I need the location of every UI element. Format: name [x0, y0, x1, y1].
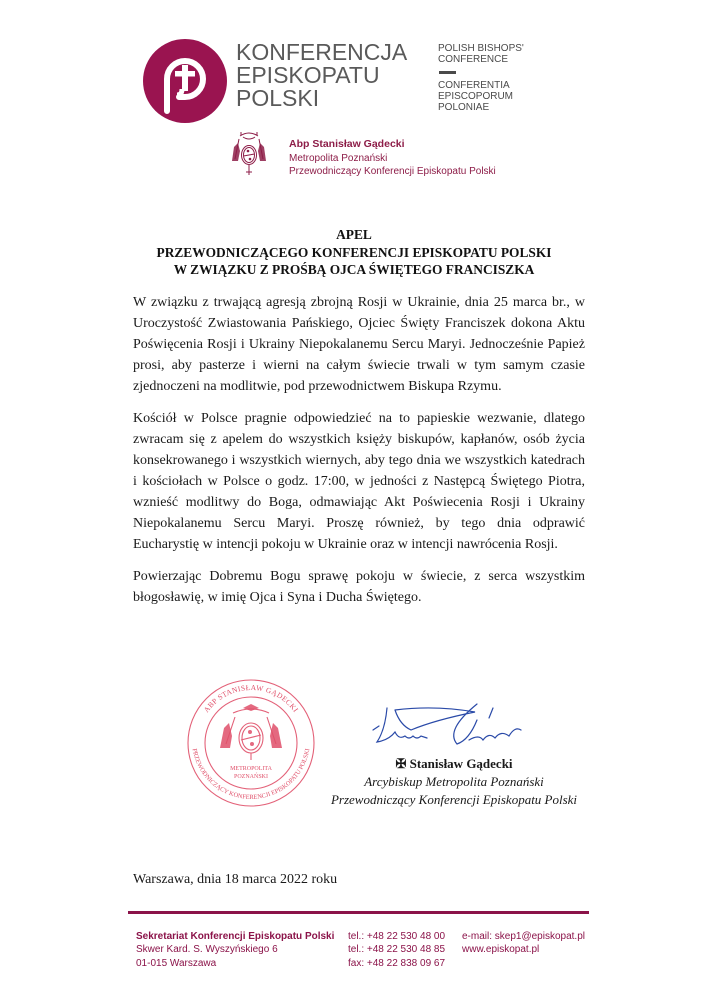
- alt-name-la-line: POLONIAE: [438, 102, 490, 113]
- signatory-name: Stanisław Gądecki: [409, 756, 513, 771]
- handwritten-signature: [365, 700, 545, 752]
- alt-name-la-line: EPISCOPORUM: [438, 91, 514, 102]
- signatory-role: Arcybiskup Metropolita Poznański: [364, 774, 544, 789]
- alt-name-en-line: POLISH BISHOPS': [438, 43, 524, 54]
- footer-divider: [128, 911, 589, 914]
- stamp-inner-text: METROPOLITA: [230, 766, 272, 772]
- footer-phone: tel.: +48 22 530 48 00: [348, 931, 446, 942]
- signatory-role: Przewodniczący Konferencji Episkopatu Polski: [330, 792, 578, 807]
- signatory-name-line: [318, 755, 590, 773]
- conference-alt-names: [438, 43, 524, 113]
- title-line: APEL: [336, 227, 372, 242]
- footer-phones: [348, 930, 445, 970]
- footer-org: Sekretariat Konferencji Episkopatu Polski: [136, 931, 335, 942]
- body-paragraph: Powierzając Dobremu Bogu sprawę pokoju w świecie, z serca wszystkim błogosławię, w imię Ojca i Syna i Ducha Świętego.: [133, 569, 585, 605]
- title-line: W ZWIĄZKU Z PROŚBĄ OJCA ŚWIĘTEGO FRANCISZKA: [173, 262, 535, 277]
- letterhead-title: Przewodniczący Konferencji Episkopatu Polski: [289, 166, 496, 177]
- body-paragraph: Kościół w Polsce pragnie odpowiedzieć na to papieskie wezwanie, dlatego zwracam się z apelem do wszystkich księży biskupów, kapłanów, osób życia konsekrowanego i wszystkich wiernych, aby tego dnia we wszystkich katedrach i kościołach w Polsce o godz. 17:00, w jedności z Następcą Świętego Piotra, wznieść modlitwy do Boga, odmawiając Akt Poświecenia Rosji i Ukrainy Niepokalanemu Sercu Maryi. Proszę również, by tego dnia odprawić Eucharystię w intencji pokoju w Ukrainie oraz w intencji nawrócenia Rosji.: [133, 411, 585, 552]
- logo-line: KONFERENCJA: [236, 39, 408, 65]
- official-stamp: [186, 678, 316, 808]
- footer-phone: tel.: +48 22 530 48 85: [348, 944, 446, 956]
- alt-name-en-line: CONFERENCE: [438, 54, 509, 65]
- stamp-text-top: ABP STANISŁAW GĄDECKI: [201, 682, 301, 715]
- signature-block: [318, 755, 590, 809]
- stamp-text-bottom: PRZEWODNICZĄCY KONFERENCJI EPISKOPATU POLSKI: [190, 747, 312, 801]
- footer-address: [136, 930, 334, 970]
- footer-address-line: Skwer Kard. S. Wyszyńskiego 6: [136, 944, 278, 956]
- footer-website[interactable]: www.episkopat.pl: [462, 944, 540, 956]
- letterhead-name: Abp Stanisław Gądecki: [289, 138, 405, 150]
- coat-of-arms-icon: [231, 129, 267, 179]
- conference-logo-name: [236, 41, 407, 110]
- footer-address-line: 01-015 Warszawa: [136, 957, 217, 969]
- document-date: Warszawa, dnia 18 marca 2022 roku: [133, 872, 338, 887]
- alt-name-la-line: CONFERENTIA: [438, 80, 510, 91]
- footer-fax: fax: +48 22 838 09 67: [348, 957, 446, 969]
- logo-line: POLSKI: [236, 85, 320, 111]
- logo-line: EPISKOPATU: [236, 62, 380, 88]
- document-title: [0, 226, 708, 279]
- archbishop-letterhead: [289, 138, 496, 179]
- cross-icon: ✠: [395, 756, 407, 771]
- stamp-inner-text: POZNAŃSKI: [233, 774, 269, 780]
- divider: [439, 71, 456, 74]
- cross-in-circle-icon: [143, 39, 227, 123]
- title-line: PRZEWODNICZĄCEGO KONFERENCJI EPISKOPATU POLSKI: [156, 244, 552, 260]
- body-paragraph: W związku z trwającą agresją zbrojną Rosji w Ukrainie, dnia 25 marca br., w Uroczystość Zwiastowania Pańskiego, Ojciec Święty Franciszek dokona Aktu Poświęcenia Rosji i Ukrainy Niepokalanemu Sercu Maryi. Jednocześnie Papież prosi, aby pasterze i wierni na całym świecie trwali w tym samym czasie zjednoczeni na modlitwie, pod przewodnictwem Biskupa Rzymu.: [133, 295, 585, 394]
- footer-contact: [462, 930, 585, 957]
- document-body: [133, 292, 585, 619]
- footer-email[interactable]: e-mail: skep1@episkopat.pl: [462, 931, 585, 942]
- letterhead-title: Metropolita Poznański: [289, 152, 388, 164]
